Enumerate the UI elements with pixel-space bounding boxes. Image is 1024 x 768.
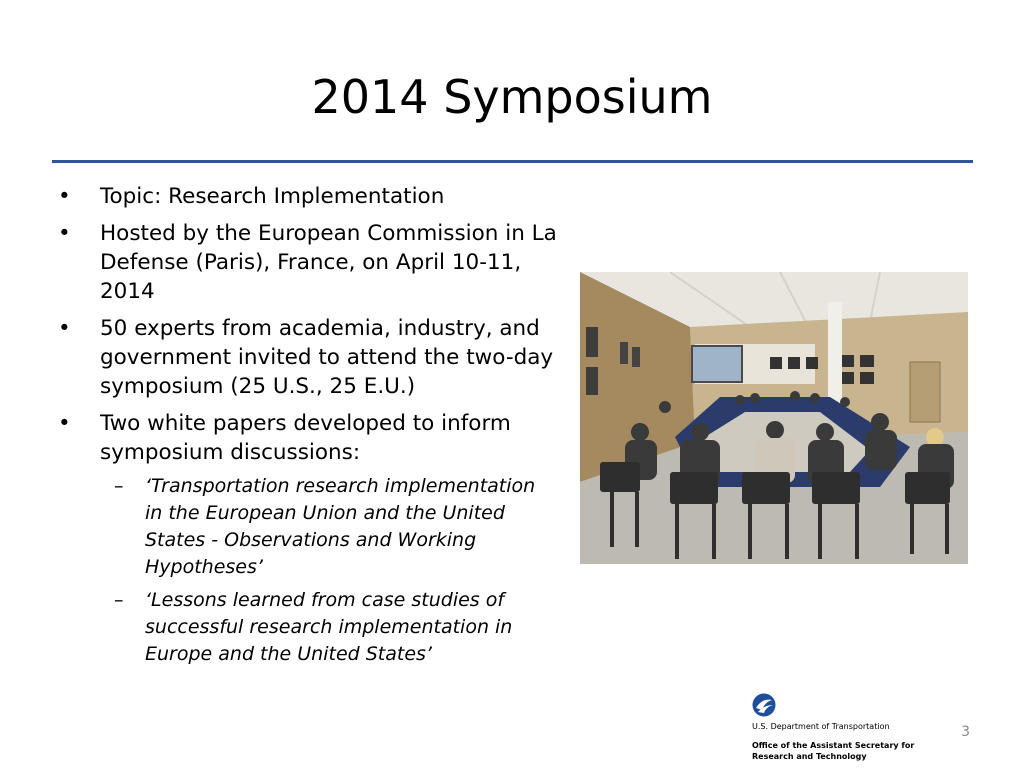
sub-bullet-item (58, 473, 558, 581)
title-divider (52, 160, 973, 163)
bullet-icon: • (58, 316, 71, 341)
bullet-item (58, 314, 558, 401)
sub-bullet-text: ‘Transportation research implementation in the European Union and the United States - Observations and Working Hypotheses’ (145, 475, 536, 578)
dash-icon: – (114, 475, 124, 497)
logo-office: Office of the Assistant Secretary for Research and Technology (752, 741, 915, 761)
dot-logo-icon (752, 693, 776, 717)
bullet-item (58, 409, 558, 668)
bullet-text: Two white papers developed to inform symposium discussions: (100, 411, 511, 465)
sub-bullet-text: ‘Lessons learned from case studies of successful research implementation in Europe and the United States’ (145, 589, 513, 665)
bullet-list (58, 182, 558, 668)
bullet-text: 50 experts from academia, industry, and government invited to attend the two-day symposium (25 U.S., 25 E.U.) (100, 316, 554, 399)
bullet-text: Hosted by the European Commission in La Defense (Paris), France, on April 10-11, 2014 (100, 221, 557, 304)
sub-bullet-item (58, 587, 558, 668)
bullet-text: Topic: Research Implementation (100, 184, 445, 209)
bullet-icon: • (58, 221, 71, 246)
slide-title: 2014 Symposium (311, 70, 713, 124)
logo-department: U.S. Department of Transportation (752, 722, 890, 731)
page-number: 3 (961, 724, 970, 740)
meeting-photo (580, 272, 968, 564)
meeting-photo-illustration (580, 272, 968, 564)
bullet-icon: • (58, 411, 71, 436)
bullet-icon: • (58, 184, 71, 209)
sub-bullet-list (58, 473, 558, 668)
dot-logo (752, 693, 952, 763)
slide-content (58, 182, 558, 676)
bullet-item (58, 182, 558, 211)
dash-icon: – (114, 589, 124, 611)
bullet-item (58, 219, 558, 306)
